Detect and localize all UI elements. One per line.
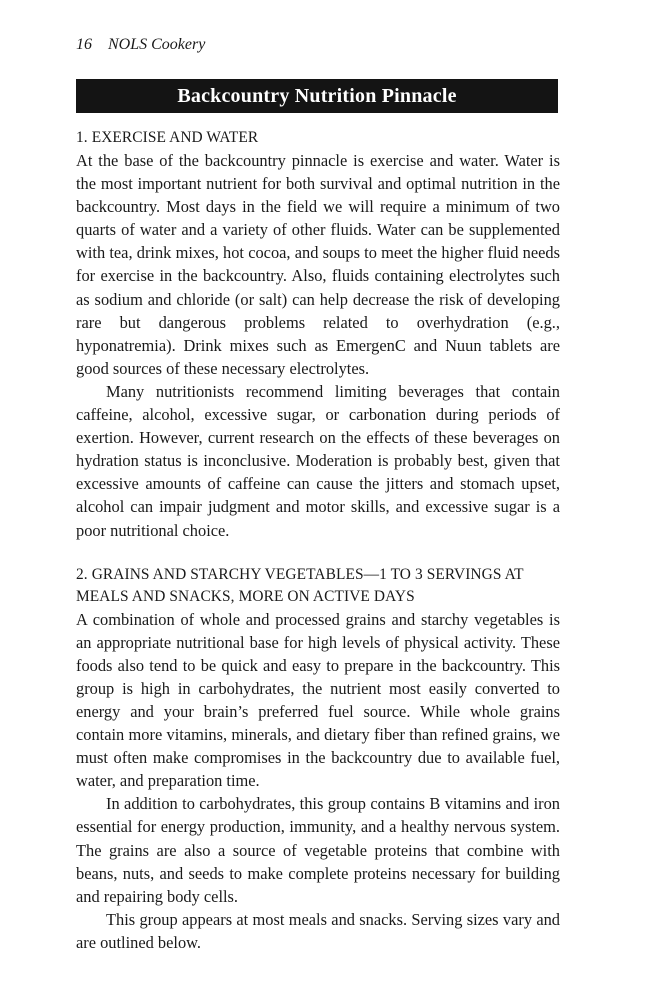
paragraph: At the base of the backcountry pinnacle is exercise and water. Water is the most important nutrient for both survival and optimal nutrition in the backcountry. Most days in the field we will require a minimum of two quarts of water and a variety of other fluids. Water can be supplemented with tea, drink mixes, hot cocoa, and soups to meet the higher fluid needs for exercise in the backcountry. Also, fluids containing electrolytes such as sodium and chloride (or salt) can help decrease the risk of developing rare but dangerous problems related to overhydration (e.g., hyponatremia). Drink mixes such as EmergenC and Nuun tablets are good sources of these necessary electrolytes. bbox=[76, 151, 560, 378]
paragraph: A combination of whole and processed grains and starchy vegetables is an appropriate nutritional base for high levels of physical activity. These foods also tend to be quick and easy to prepare in the backcountry. This group is high in carbohydrates, the nutrient most easily converted to energy and your brain’s preferred fuel source. While whole grains contain more vitamins, minerals, and dietary fiber than refined grains, we must often make compromises in the backcountry due to available fuel, water, and preparation time. bbox=[76, 609, 560, 791]
section-heading-exercise-water: 1. EXERCISE AND WATER bbox=[76, 129, 259, 146]
banner-title: Backcountry Nutrition Pinnacle bbox=[177, 84, 457, 107]
section-heading-grains: 2. GRAINS AND STARCHY VEGETABLES—1 TO 3 SERVINGS AT MEALS AND SNACKS, MORE ON ACTIVE DAYS bbox=[76, 565, 524, 605]
book-title: NOLS Cookery bbox=[108, 36, 206, 53]
paragraph: In addition to carbohydrates, this group contains B vitamins and iron essential for energy production, immunity, and a healthy nervous system. The grains are also a source of vegetable proteins that combine with beans, nuts, and seeds to make complete proteins necessary for building and repairing body cells. bbox=[76, 794, 560, 906]
section-banner bbox=[76, 79, 558, 113]
running-head bbox=[76, 36, 205, 54]
paragraph: Many nutritionists recommend limiting beverages that contain caffeine, alcohol, excessive sugar, or carbonation during periods of exertion. However, current research on the effects of these beverages on hydration status is inconclusive. Moderation is probably best, given that excessive amounts of caffeine can cause the jitters and stomach upset, alcohol can impair judgment and motor skills, and excessive sugar is a poor nutritional choice. bbox=[76, 381, 560, 540]
page-number: 16 bbox=[76, 36, 92, 53]
page-body bbox=[76, 127, 560, 954]
paragraph: This group appears at most meals and snacks. Serving sizes vary and are outlined below. bbox=[76, 909, 560, 952]
